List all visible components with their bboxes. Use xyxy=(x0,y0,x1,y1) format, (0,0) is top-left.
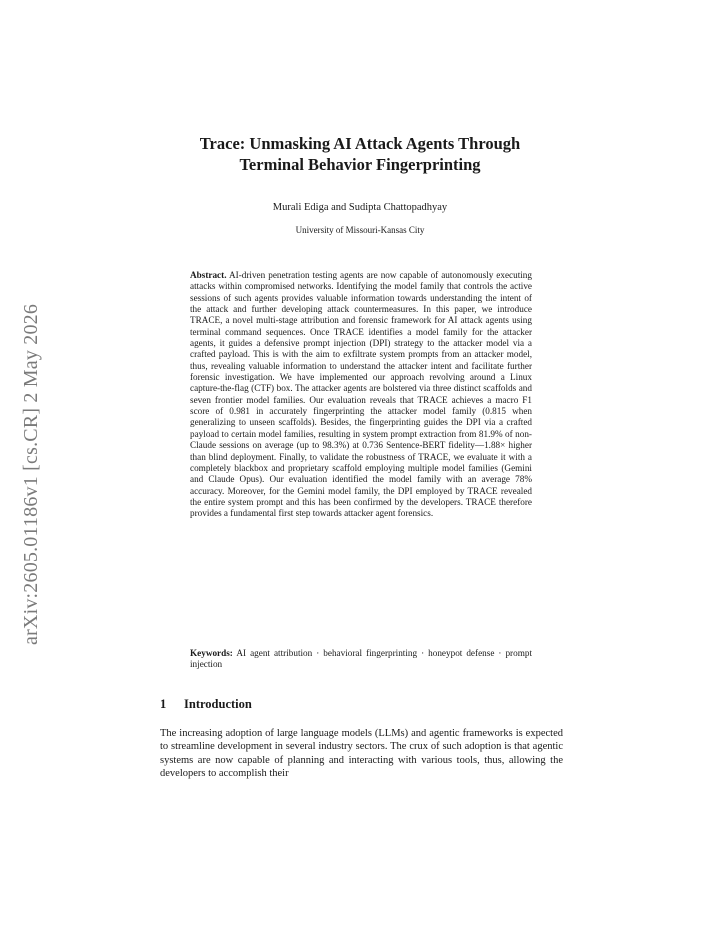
section-title: Introduction xyxy=(184,697,252,711)
abstract xyxy=(190,270,532,520)
keywords-text: AI agent attribution · behavioral fingerprinting · honeypot defense · prompt injection xyxy=(190,648,532,670)
author-list: Murali Ediga and Sudipta Chattopadhyay xyxy=(272,202,448,213)
introduction-paragraph: The increasing adoption of large language models (LLMs) and agentic frameworks is expected to streamline development in several industry sectors. The crux of such adoption is that agentic systems are now capable of planning and interacting with various tools, thus, allowing the developers to accomplish their xyxy=(160,728,563,780)
section-number: 1 xyxy=(160,697,167,711)
abstract-text: AI-driven penetration testing agents are now capable of autonomously executing attacks within compromised networks. Identifying the model family that controls the active sessions of such agents provides valuable information towards understanding the intent of the attack and further developing attack countermeasures. In this paper, we introduce TRACE, a novel multi-stage attribution and forensic framework for AI attack agents using terminal command sequences. Once TRACE identifies a model family for the attacker agents, it guides a defensive prompt injection (DPI) strategy to the attacker model via a crafted payload. This is with the aim to exfiltrate system prompts from an attacker model, thus, revealing valuable information to understand the attacker intent and facilitate further forensic investigation. We have implemented our approach revolving around a Linux capture-the-flag (CTF) box. The attacker agents are bolstered via three distinct scaffolds and seven frontier model families. Our evaluation reveals that TRACE achieves a macro F1 score of 0.981 in accurately fingerprinting the attacker model family (0.815 when generalizing to unseen scaffolds). Besides, the fingerprinting guides the DPI via a crafted payload to certain model families, resulting in system prompt extraction from 81.9% of non-Claude sessions on average (up to 98.3%) at 0.736 Sentence-BERT fidelity—1.88× higher than blind deployment. Finally, to validate the robustness of TRACE, we evaluate it with a completely blackbox and proprietary scaffold employing multiple model families (Gemini and Claude Opus). Our evaluation identified the model family with an average 78% accuracy. Moreover, for the Gemini model family, the DPI employed by TRACE revealed the entire system prompt and this has been confirmed by the developers. TRACE therefore provides a fundamental first step towards attacker agent forensics. xyxy=(190,270,532,519)
keywords xyxy=(190,648,532,671)
section-heading xyxy=(160,697,252,712)
abstract-label: Abstract. xyxy=(190,270,227,280)
keywords-label: Keywords: xyxy=(190,648,233,658)
title-line-2: Terminal Behavior Fingerprinting xyxy=(239,155,481,174)
affiliation: University of Missouri-Kansas City xyxy=(295,225,425,235)
title-line-1: Trace: Unmasking AI Attack Agents Through xyxy=(199,134,521,153)
paper-title xyxy=(160,133,560,175)
arxiv-identifier[interactable]: arXiv:2605.01186v1 [cs.CR] 2 May 2026 xyxy=(20,303,42,645)
